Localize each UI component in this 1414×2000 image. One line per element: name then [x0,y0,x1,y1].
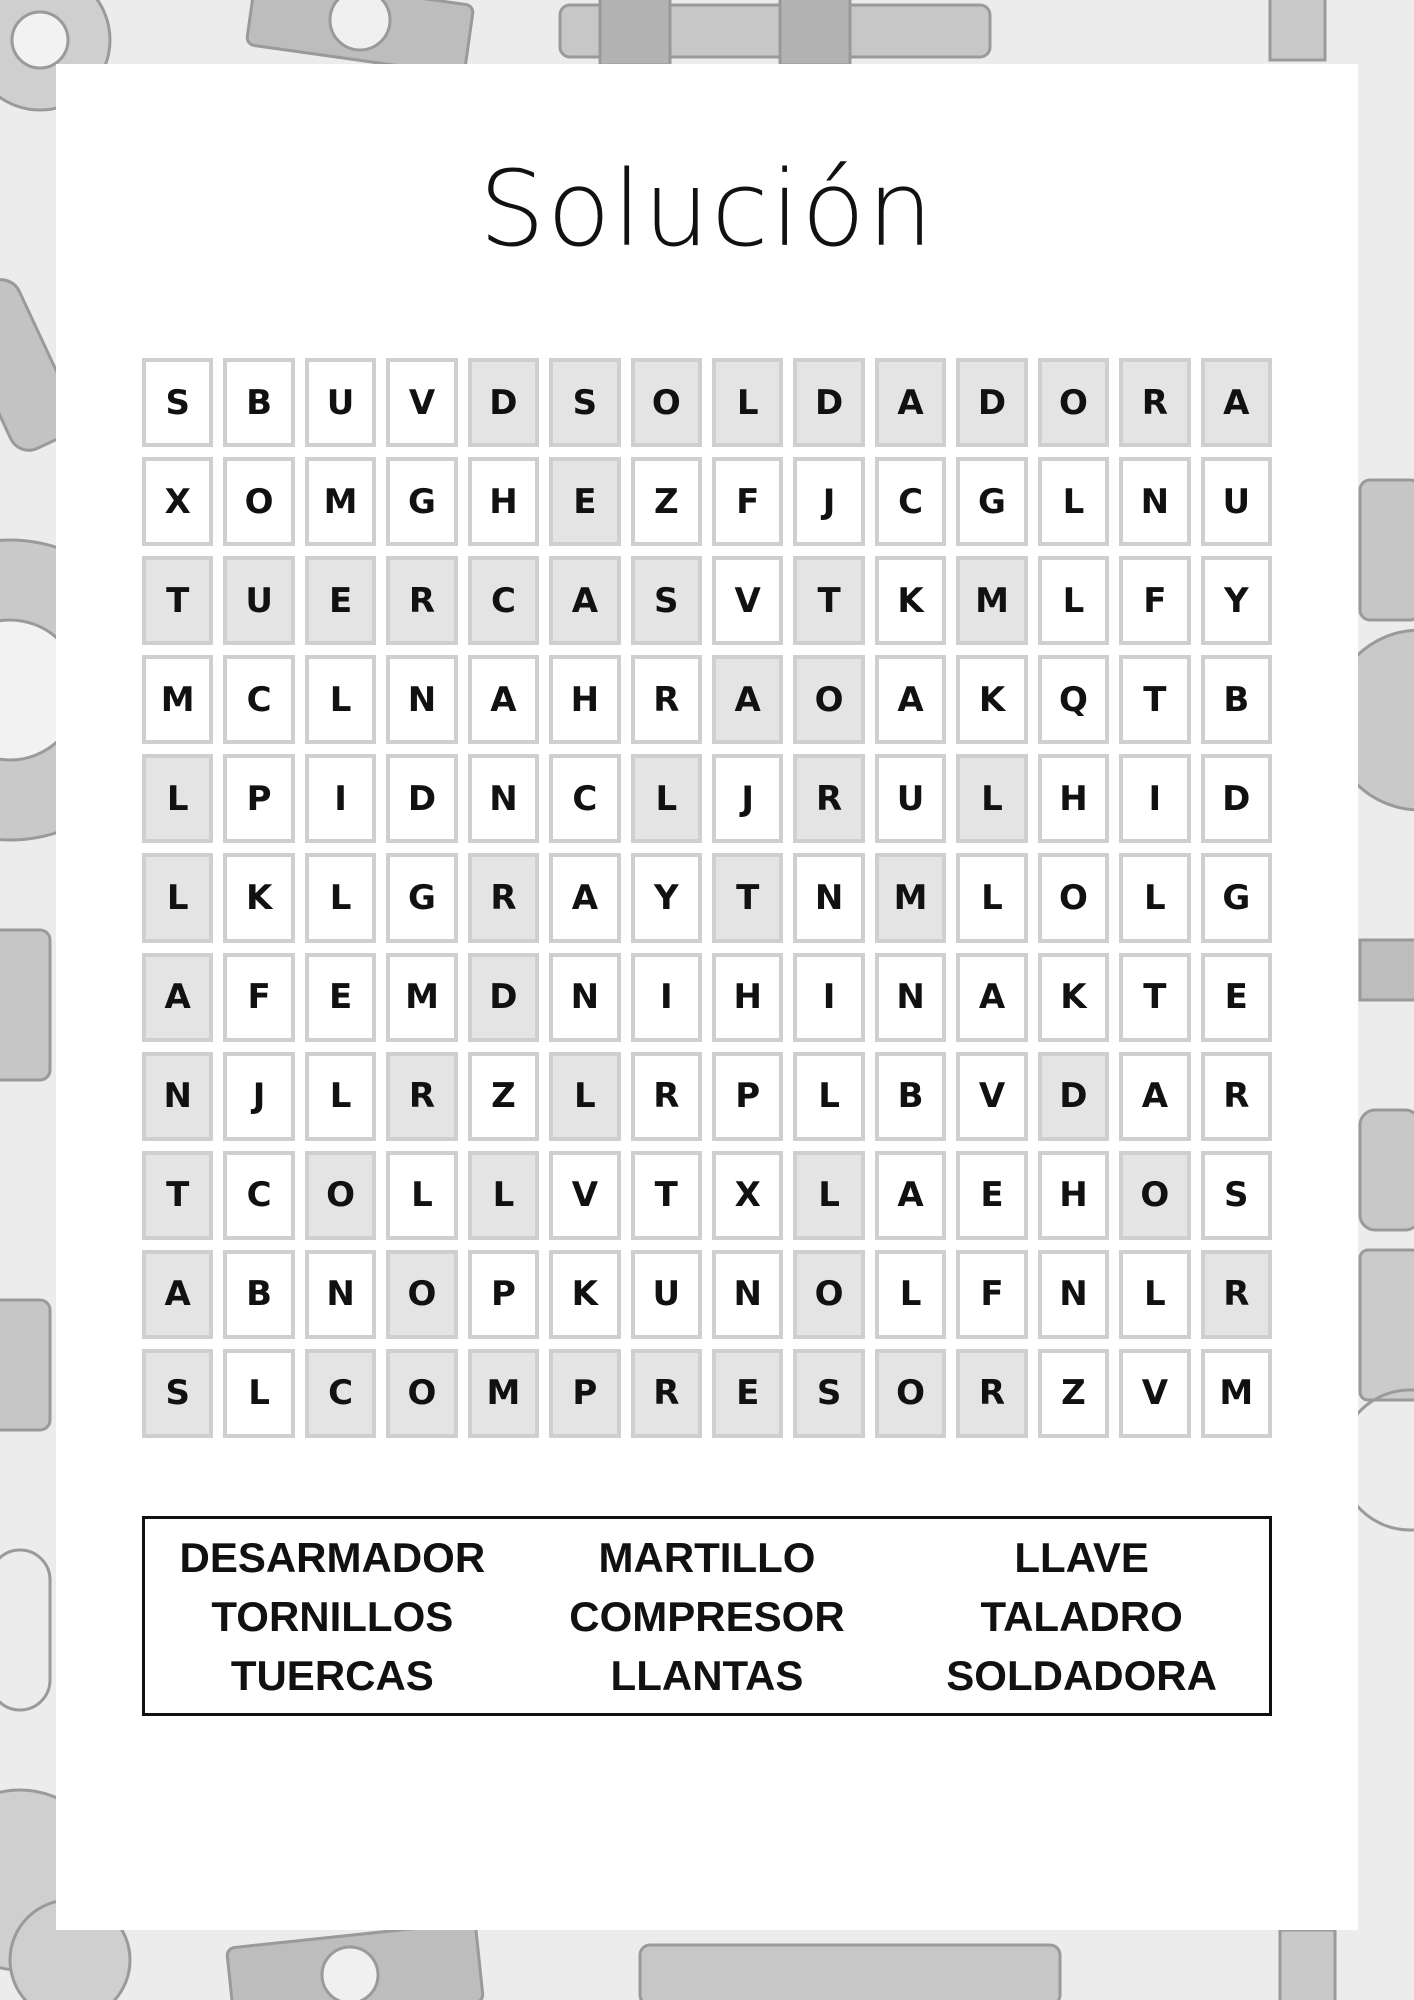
word-search-grid [142,358,1272,1438]
grid-cell: L [549,1052,620,1141]
grid-cell: J [712,754,783,843]
grid-cell: H [1038,1151,1109,1240]
grid-cell: A [549,556,620,645]
grid-cell: L [305,1052,376,1141]
grid-cell: L [793,1151,864,1240]
word-compresor: COMPRESOR [569,1592,845,1640]
grid-cell: D [793,358,864,447]
grid-cell: H [712,953,783,1042]
grid-cell: L [956,754,1027,843]
grid-cell: K [549,1250,620,1339]
grid-cell: K [223,853,294,942]
grid-cell: L [875,1250,946,1339]
grid-cell: O [386,1250,457,1339]
grid-cell: T [1119,655,1190,744]
grid-cell: M [956,556,1027,645]
grid-cell: T [142,1151,213,1240]
grid-cell: I [1119,754,1190,843]
grid-cell: L [956,853,1027,942]
grid-cell: D [1038,1052,1109,1141]
grid-cell: C [223,1151,294,1240]
grid-cell: F [223,953,294,1042]
grid-cell: S [142,1349,213,1438]
grid-cell: E [305,556,376,645]
grid-cell: S [1201,1151,1272,1240]
word-list-box [142,1516,1272,1716]
grid-cell: V [549,1151,620,1240]
grid-cell: R [631,1349,702,1438]
grid-cell: E [956,1151,1027,1240]
grid-cell: M [1201,1349,1272,1438]
grid-cell: R [793,754,864,843]
grid-cell: D [956,358,1027,447]
grid-cell: A [956,953,1027,1042]
grid-cell: B [1201,655,1272,744]
grid-cell: O [1038,853,1109,942]
grid-cell: L [793,1052,864,1141]
grid-cell: G [1201,853,1272,942]
grid-cell: A [875,358,946,447]
grid-cell: K [956,655,1027,744]
grid-cell: Y [1201,556,1272,645]
grid-cell: S [793,1349,864,1438]
grid-cell: M [305,457,376,546]
grid-cell: O [305,1151,376,1240]
word-llantas: LLANTAS [610,1651,804,1699]
grid-cell: R [631,1052,702,1141]
grid-cell: L [142,754,213,843]
grid-cell: R [956,1349,1027,1438]
grid-cell: D [468,953,539,1042]
grid-cell: O [1119,1151,1190,1240]
grid-cell: V [712,556,783,645]
grid-cell: H [549,655,620,744]
grid-cell: E [549,457,620,546]
grid-cell: R [1201,1250,1272,1339]
grid-cell: Z [631,457,702,546]
grid-cell: J [793,457,864,546]
word-tornillos: TORNILLOS [211,1592,454,1640]
grid-cell: K [1038,953,1109,1042]
grid-cell: F [712,457,783,546]
grid-cell: T [793,556,864,645]
grid-cell: G [956,457,1027,546]
grid-cell: Z [1038,1349,1109,1438]
grid-cell: E [712,1349,783,1438]
grid-cell: V [1119,1349,1190,1438]
grid-cell: E [1201,953,1272,1042]
grid-cell: R [1119,358,1190,447]
grid-cell: C [875,457,946,546]
grid-cell: K [875,556,946,645]
grid-cell: P [712,1052,783,1141]
grid-cell: Z [468,1052,539,1141]
grid-cell: A [875,1151,946,1240]
grid-cell: O [223,457,294,546]
grid-cell: M [875,853,946,942]
grid-cell: G [386,853,457,942]
grid-cell: A [1119,1052,1190,1141]
grid-cell: L [1119,853,1190,942]
grid-cell: D [1201,754,1272,843]
grid-cell: R [631,655,702,744]
grid-cell: A [875,655,946,744]
grid-cell: S [142,358,213,447]
grid-cell: U [223,556,294,645]
grid-cell: O [875,1349,946,1438]
grid-cell: D [468,358,539,447]
grid-cell: O [386,1349,457,1438]
grid-cell: T [631,1151,702,1240]
grid-cell: B [223,1250,294,1339]
grid-cell: L [712,358,783,447]
grid-cell: C [305,1349,376,1438]
grid-cell: T [1119,953,1190,1042]
grid-cell: A [142,1250,213,1339]
grid-cell: A [468,655,539,744]
grid-cell: S [631,556,702,645]
grid-cell: L [305,655,376,744]
grid-cell: N [386,655,457,744]
grid-cell: S [549,358,620,447]
grid-cell: C [549,754,620,843]
grid-cell: M [142,655,213,744]
grid-cell: Y [631,853,702,942]
page-title: Solución [478,148,936,270]
grid-cell: N [305,1250,376,1339]
grid-cell: R [1201,1052,1272,1141]
grid-cell: V [386,358,457,447]
word-desarmador: DESARMADOR [179,1533,486,1581]
grid-cell: N [712,1250,783,1339]
grid-cell: L [468,1151,539,1240]
grid-cell: V [956,1052,1027,1141]
grid-cell: B [223,358,294,447]
word-soldadora: SOLDADORA [946,1651,1217,1699]
grid-cell: A [1201,358,1272,447]
grid-cell: A [142,953,213,1042]
grid-cell: N [468,754,539,843]
grid-cell: N [1119,457,1190,546]
grid-cell: N [875,953,946,1042]
grid-cell: A [712,655,783,744]
grid-cell: O [1038,358,1109,447]
grid-cell: F [1119,556,1190,645]
grid-cell: J [223,1052,294,1141]
word-llave: LLAVE [1014,1533,1149,1581]
grid-cell: L [1119,1250,1190,1339]
word-list-column [522,1528,893,1705]
grid-cell: R [386,556,457,645]
grid-cell: A [549,853,620,942]
grid-cell: U [1201,457,1272,546]
grid-cell: L [631,754,702,843]
grid-cell: G [386,457,457,546]
grid-cell: L [1038,556,1109,645]
grid-cell: I [793,953,864,1042]
grid-cell: P [549,1349,620,1438]
grid-cell: U [631,1250,702,1339]
grid-cell: O [793,655,864,744]
grid-cell: N [549,953,620,1042]
grid-cell: L [223,1349,294,1438]
grid-cell: O [793,1250,864,1339]
grid-cell: C [468,556,539,645]
grid-cell: H [468,457,539,546]
grid-cell: P [468,1250,539,1339]
grid-cell: L [142,853,213,942]
grid-cell: P [223,754,294,843]
word-taladro: TALADRO [980,1592,1183,1640]
grid-cell: B [875,1052,946,1141]
grid-cell: I [631,953,702,1042]
grid-cell: C [223,655,294,744]
grid-cell: F [956,1250,1027,1339]
grid-cell: L [305,853,376,942]
grid-cell: R [386,1052,457,1141]
grid-cell: T [142,556,213,645]
grid-cell: U [305,358,376,447]
grid-cell: D [386,754,457,843]
grid-cell: I [305,754,376,843]
grid-cell: N [1038,1250,1109,1339]
grid-cell: E [305,953,376,1042]
grid-cell: R [468,853,539,942]
grid-cell: U [875,754,946,843]
grid-cell: X [712,1151,783,1240]
grid-cell: N [142,1052,213,1141]
grid-cell: L [1038,457,1109,546]
grid-cell: H [1038,754,1109,843]
grid-cell: X [142,457,213,546]
grid-cell: N [793,853,864,942]
word-list-column [147,1528,518,1705]
grid-cell: T [712,853,783,942]
grid-cell: O [631,358,702,447]
grid-cell: M [386,953,457,1042]
word-list-column [896,1528,1267,1705]
grid-cell: Q [1038,655,1109,744]
word-tuercas: TUERCAS [230,1651,434,1699]
grid-cell: M [468,1349,539,1438]
grid-cell: L [386,1151,457,1240]
word-martillo: MARTILLO [598,1533,816,1581]
